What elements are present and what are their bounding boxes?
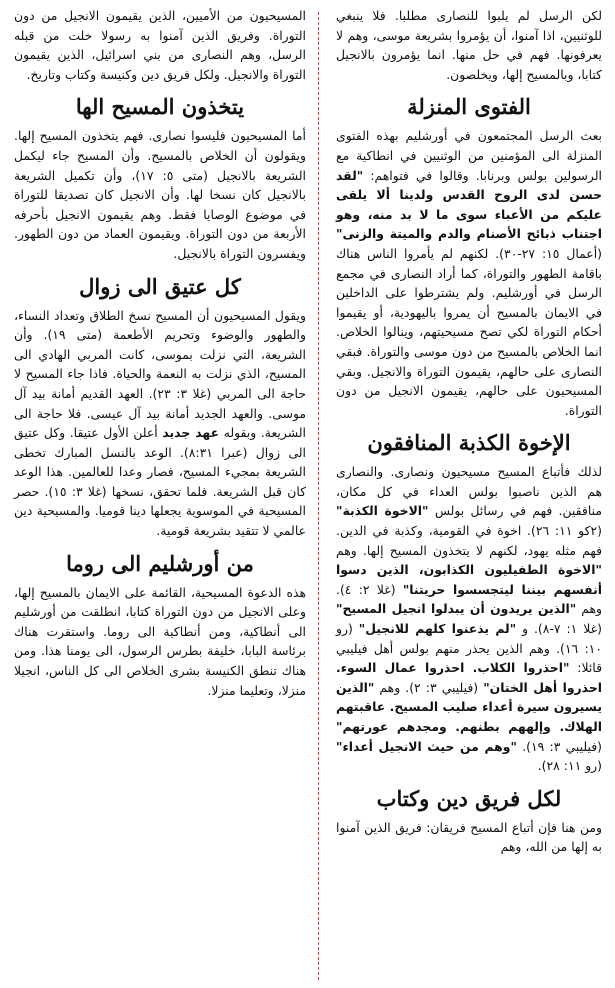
- heading-jerusalem-to-rome: من أورشليم الى روما: [66, 550, 254, 576]
- column-divider: [318, 12, 319, 980]
- left-column: [14, 6, 306, 702]
- heading-all-old-passes-away: كل عتيق الى زوال: [79, 273, 241, 299]
- paragraph: ويقول المسيحيون أن المسيح نسخ الطلاق وتعداد النساء، والطهور والوضوء وتحريم الأطعمة (متى ١٩). وأن الشريعة، التي نزلت بموسى، كانت المربي الهادي الى المسيح، الذي نزلت به النعمة والحياة. فاذا جاء المسيح لا حاجة الى المربي (غلا ٣: ٢٣). العهد القديم أمانة بيد آل موسى. والعهد الجديد أمانة بيد آل عيسى. فلا حاجة الى الشريعة. وبقوله عهد جديد أعلن الأول عتيقا. وكل عتيق الى زوال (عبرا ٨:٣١). الوعد بالنسل المبارك تخطى الشريعة بمجيء المسيح، فصار وعدا للعالمين. هذا الوعد كان قبل الشريعة. فلما تحقق، نسخها (غلا ٣: ١٥). حصر المسيحية في الموسوية يجعلها دينا قوميا. والمسيحية دين عالمي لا تتقيد بشريعة قومية.: [14, 307, 306, 539]
- paragraph: لكن الرسل لم يلبوا للنصارى مطلبا. فلا ينبغي للوثنيين، اذا آمنوا، أن يؤمروا بشريعة موسى، وهم لا يعرفونها. فهم في حل منها. انما يؤمرون بالانجيل كتابا، وبالمسيح إلها، ويخلصون.: [336, 8, 602, 82]
- heading-revealed-fatwa: الفتوى المنزلة: [407, 94, 531, 120]
- paragraph: المسيحيون من الأميين، الذين يقيمون الانجيل من دون التوراة. وفريق الذين آمنوا به رسولا خلت من قبله الرسل، وهم النصارى من بني اسرائيل، الذين يقيمون التوراة والانجيل. ولكل فريق دين وكنيسة وكتاب وتاريخ.: [14, 8, 306, 82]
- paragraph: هذه الدعوة المسيحية، القائمة على الايمان بالمسيح إلها، وعلى الانجيل من دون التوراة كتابا، انطلقت من أورشليم الى أنطاكية، ومن أنطاكية الى روما. واستقرت هناك برئاسة البابا، خليفة بطرس الرسول، الى يومنا هذا. ومن هناك تنطق الكنيسة بشرى الخلاص الى كل الناس، انجيلا منزلا، وتعليما منزلا.: [14, 584, 306, 698]
- heading-false-brothers: الإخوة الكذبة المنافقون: [367, 430, 571, 456]
- heading-each-group-religion-book: لكل فريق دين وكتاب: [376, 785, 562, 811]
- right-column: [336, 6, 602, 859]
- paragraph: لذلك فأتباع المسيح مسيحيون ونصارى. والنصارى هم الذين ناصبوا بولس العداء في كل مكان، منافقين. فهم في رسائل بولس "الاخوة الكذبة" (٢كو ١١: ٢٦). اخوة في القومية، وكذبة في الدين. فهم مثله يهود، لكنهم لا يتخذون المسيح إلها. وهم "الاخوة الطفيليون الكذابون، الذين دسوا أنفسهم بيننا ليتجسسوا حريتنا" (غلا ٢: ٤). وهم "الذين يريدون أن يبدلوا انجيل المسيح" (غلا ١: ٧-٨). و "لم يذعنوا كلهم للانجيل" (رو ١٠: ١٦). وهم الذين يحذر منهم بولس أهل فيليبي قائلا: "احذروا الكلاب. احذروا عمال السوء. احذروا أهل الختان" (فيليبي ٣: ٢). وهم "الذين يسيرون سيرة أعداء صليب المسيح. عاقبتهم الهلاك. وإلههم بطنهم. ومجدهم عورتهم" (فيليبي ٣: ١٩). "وهم من حيث الانجيل أعداء" (رو ١١: ٢٨).: [336, 464, 603, 774]
- paragraph: بعث الرسل المجتمعون في أورشليم بهذه الفتوى المنزلة الى المؤمنين من الوثنيين في انطاكية مع الرسولين بولس وبرنابا. وقالوا في فتواهم: "لقد حسن لدى الروح القدس ولدينا ألا يلقى عليكم من الأعباء سوى ما لا بد منه، وهو اجتناب ذبائح الأصنام والدم والميتة والزنى" (أعمال ١٥: ٢٧-٣٠). لكنهم لم يأمروا الناس هناك باقامة الطهور والتوراة، كما أراد النصارى في مجمع الرسل في أورشليم. ولم يشترطوا على الداخلين في الايمان بالمسيح أن يمروا باليهودية، أو يقيموا أحكام التوراة لكي تصح مسيحيتهم، وينالوا الخلاص. انما الخلاص بالمسيح من دون موسى والتوراة. فبقي النصارى على حالهم، يقيمون التوراة والانجيل. وبقي المسيحيون على حالهم، يقيمون الانجيل من دون التوراة.: [336, 128, 602, 418]
- heading-take-christ-as-god: يتخذون المسيح الها: [75, 94, 245, 120]
- paragraph: ومن هنا فإن أتباع المسيح فريقان: فريق الذين آمنوا به إلها من الله، وهم: [336, 819, 602, 855]
- paragraph: أما المسيحيون فليسوا نصارى. فهم يتخذون المسيح إلها. ويقولون أن الخلاص بالمسيح. وأن المسيح جاء ليكمل الشريعة بالانجيل (متى ٥: ١٧)، وأن تكميل الشريعة بالانجيل كان نسخا لها. وأن الانجيل كان تصديقا للتوراة في موضوع الوصايا فقط. وهم يقيمون الانجيل بأحرفه الأربعة من دون التوراة. ويقيمون العماد من دون الطهور. ويفسرون التوراة بالانجيل.: [14, 128, 306, 261]
